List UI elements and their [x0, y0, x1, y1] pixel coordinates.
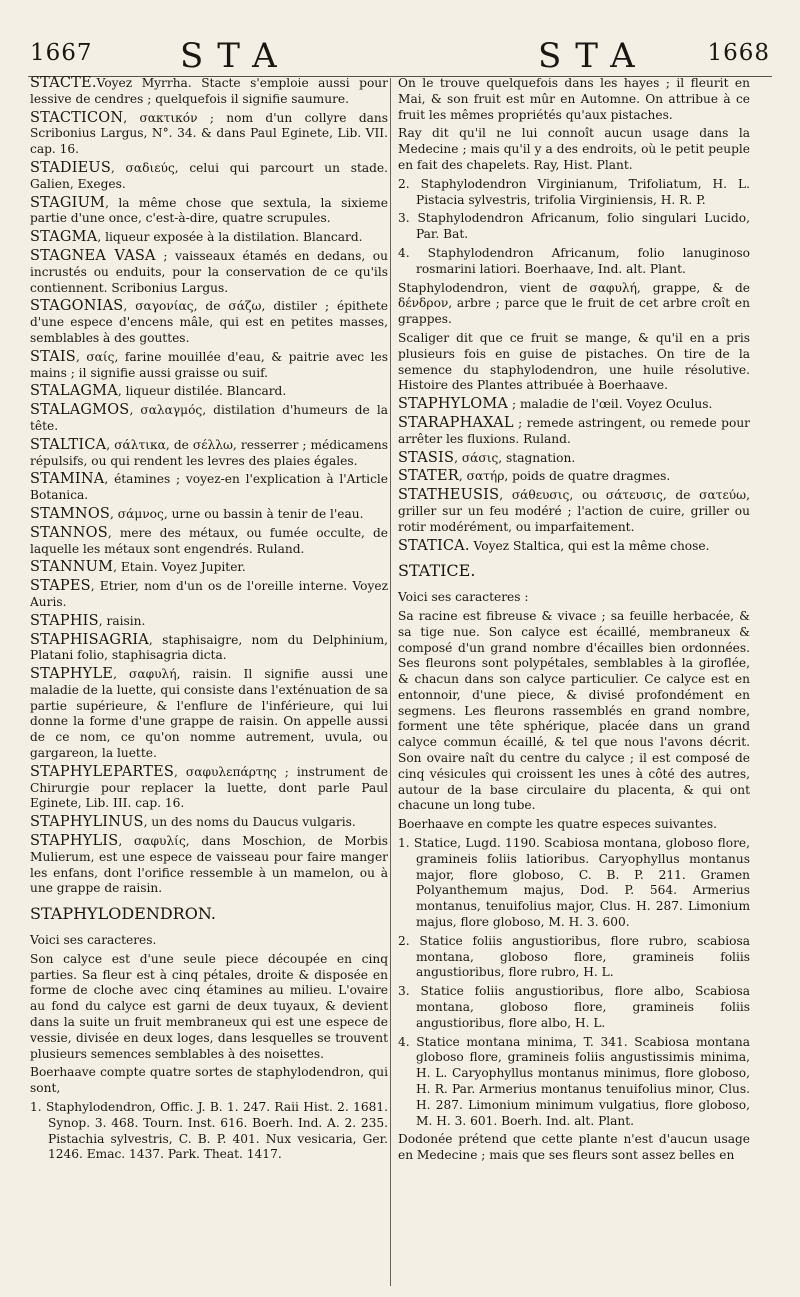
column-divider: [390, 78, 391, 1286]
headword: STAPHYLEPARTES: [30, 763, 175, 780]
entry: [30, 834, 388, 897]
entry-text: , σάμνος, urne ou bassin à tenir de l'eau.: [110, 506, 364, 521]
heading-text: STAPHYLODENDRON.: [30, 904, 216, 924]
list-text: 1. Staphylodendron, Offic. J. B. 1. 247. Raii Hist. 2. 1681. Synop. 3. 468. Tourn. Inst. 616. Boerh. Ind. A. 2. 235. Pistachia sylvestris, C. B. P. 401. Nux vesicaria, Ger. 1246. Emac. 1437. Park. Theat. 1417.: [30, 1100, 388, 1162]
entry: [30, 507, 388, 523]
headword: STALAGMOS: [30, 402, 130, 419]
entry-text: , σακτικόν ; nom d'un collyre dans Scribonius Largus, N°. 34. & dans Paul Eginete, Lib. VII. cap. 16.: [30, 110, 388, 157]
headword: STAPHIS: [30, 612, 99, 629]
entry-text: , σαίς, farine mouillée d'eau, & paitrie avec les mains ; il signifie aussi graisse ou suif.: [30, 349, 388, 380]
headword: STATICA.: [398, 537, 470, 554]
headword: STADIEUS: [30, 159, 111, 176]
entry-text: , raisin.: [98, 613, 146, 628]
entry-text: , un des noms du Daucus vulgaris.: [143, 815, 356, 830]
entry-text: Ray dit qu'il ne lui connoît aucun usage dans la Medecine ; mais qu'il y a des endroits, où le petit peuple en fait des chapelets. Ray, Hist. Plant.: [398, 126, 750, 172]
list-text: 3. Statice foliis angustioribus, flore albo, Scabiosa montana, globoso flore, gramineis foliis angustioribus, flore albo, H. L.: [398, 984, 750, 1030]
headword: STAMNOS: [30, 505, 111, 522]
entry: [30, 230, 388, 246]
headword: STALTICA: [30, 436, 107, 453]
entry-text: , étamines ; voyez-en l'explication à l'Article Botanica.: [30, 472, 388, 503]
entry-text: , σάλτικα, de σέλλω, resserrer ; médicamens répulsifs, ou qui rendent les levres des plaies égales.: [30, 437, 388, 468]
right-column: [398, 76, 750, 1164]
list-text: 4. Statice montana minima, T. 341. Scabiosa montana globoso flore, gramineis foliis angustissimis minima, H. L. Caryophyllus montanus minimus, flore globoso, H. R. Par. Armerius montanus tenuifolius minor, Clus. H. 287. Limonium minimum vulgatius, flore globoso, M. H. 3. 601. Boerh. Ind. alt. Plant.: [398, 1034, 750, 1128]
entry-text: Dodonée prétend que cette plante n'est d'aucun usage en Medecine ; mais que ses fleurs sont assez belles en: [398, 1132, 750, 1163]
headword: STAPHISAGRIA: [30, 631, 149, 648]
entry: [30, 815, 388, 831]
entry: [30, 350, 388, 382]
left-column: [30, 76, 388, 1163]
spacer: [30, 924, 388, 933]
entry-text: , liqueur distilée. Blancard.: [117, 384, 287, 399]
entry-text: Sa racine est fibreuse & vivace ; sa feuille herbacée, & sa tige nue. Son calyce est écaillé, membraneux & composé d'un grand nombre d'écailles bien ordonnées. Ses fleurons sont polypétales, semblables à la giroflée, & chacun dans son calyce particulier. Ce calyce est en entonnoir, d'une piece, & divisé profondément en segmens. Les fleurons rassemblés en grand nombre, forment une tête sphérique, placée dans un grand calyce commun écaillé, & tel que nous l'avons décrit. Son ovaire naît du centre du calyce ; il est composé de cinq vésicules qui croissent les unes à côté des autres, autour de la base circulaire du placenta, & qui ont chacune un long tube.: [398, 608, 750, 813]
entry: [30, 76, 388, 108]
entry-text: , σάθευσις, ou σάτευσις, de σατεύω, griller sur un feu modéré ; l'action de cuire, griller ou rotir modérément, ou imparfaitement.: [398, 488, 750, 534]
list-text: 3. Staphylodendron Africanum, folio singulari Lucido, Par. Bat.: [398, 211, 750, 242]
entry-text: Voyez Staltica, qui est la même chose.: [469, 538, 710, 553]
headword: STAPHYLIS: [30, 833, 119, 850]
list-item: [398, 246, 750, 278]
headword: STACTE.: [30, 75, 97, 91]
entry-text: , σαλαγμός, distilation d'humeurs de la tête.: [30, 403, 388, 433]
entry-text: , σατήρ, poids de quatre dragmes.: [458, 469, 671, 484]
entry: [30, 614, 388, 630]
entry-text: , la même chose que sextula, la sixieme partie d'une once, c'est-à-dire, quatre scrupules.: [30, 195, 388, 226]
entry: [30, 403, 388, 435]
entry-text: , σαφυλή, raisin. Il signifie aussi une maladie de la luette, qui consiste dans l'exténuation de sa partie supérieure, & l'enflure de l'inférieure, qui lui donne la forme d'une grappe de raisin. On appelle aussi de ce nom, ce qu'on nomme autrement, uvula, ou gargareon, la luette.: [30, 667, 388, 761]
entry-text: Boerhaave compte quatre sortes de staphylodendron, qui sont,: [30, 1065, 388, 1096]
entry: [30, 933, 388, 949]
headword: STAPES: [30, 578, 91, 595]
entry: [398, 590, 750, 606]
entry-text: , σαφυλίς, dans Moschion, de Morbis Mulierum, est une espece de vaisseau pour faire manger les enfans, dont l'orifice ressemble à un mamelon, ou à une grappe de raisin.: [30, 834, 388, 896]
entry: [398, 1132, 750, 1164]
running-title-left: STA: [180, 36, 291, 76]
entry: [398, 281, 750, 328]
entry-text: Voici ses caracteres :: [398, 590, 529, 605]
entry-text: Voici ses caracteres.: [30, 933, 157, 948]
entry: [30, 667, 388, 762]
entry-text: , Etrier, nom d'un os de l'oreille interne. Voyez Auris.: [30, 579, 388, 609]
list-item: [398, 211, 750, 243]
entry-text: , Etain. Voyez Jupiter.: [113, 560, 246, 575]
entry-text: , σαγονίας, de σάζω, distiler ; épithete d'une espece d'encens mâle, qui est en petites masses, semblables à des gouttes.: [30, 299, 388, 345]
section-heading: [398, 563, 750, 581]
headword: STANNUM: [30, 559, 114, 576]
entry-text: , σάσις, stagnation.: [454, 450, 576, 465]
headword: STATER: [398, 468, 459, 485]
entry-text: , σαφυλεπάρτης ; instrument de Chirurgie pour replacer la luette, dont parle Paul Eginete, Lib. III. cap. 16.: [30, 764, 388, 811]
entry-text: Voyez Myrrha. Stacte s'emploie aussi pour lessive de cendres ; quelquefois il signifie saumure.: [30, 76, 388, 106]
headword: STAPHYLINUS: [30, 814, 144, 831]
list-item: [398, 836, 750, 931]
entry: [30, 560, 388, 576]
list-item: [398, 177, 750, 209]
headword: STAPHYLE: [30, 666, 114, 683]
headword: STAIS: [30, 348, 76, 365]
list-text: 2. Staphylodendron Virginianum, Trifoliatum, H. L. Pistacia sylvestris, trifolia Virginiensis, H. R. P.: [398, 176, 750, 207]
entry: [398, 539, 750, 555]
entry: [398, 469, 750, 485]
headword: STAGIUM: [30, 194, 106, 211]
page-number-left: 1667: [30, 40, 93, 66]
entry: [398, 416, 750, 448]
headword: STAPHYLOMA: [398, 396, 509, 413]
entry: [30, 1065, 388, 1097]
entry: [398, 397, 750, 413]
entry: [30, 111, 388, 158]
entry: [30, 472, 388, 504]
entry: [398, 609, 750, 814]
heading-text: STATICE.: [398, 561, 476, 581]
entry-text: , mere des métaux, ou fumée occulte, de laquelle les métaux sont engendrés. Ruland.: [30, 525, 388, 556]
entry: [30, 384, 388, 400]
entry: [30, 161, 388, 193]
entry: [398, 817, 750, 833]
list-text: 2. Statice foliis angustioribus, flore rubro, scabiosa montana, globoso flore, gramineis foliis angustioribus, flore rubro, H. L.: [398, 933, 750, 980]
entry-text: , σαδιεύς, celui qui parcourt un stade. Galien, Exeges.: [30, 160, 388, 191]
entry-text: , staphisaigre, nom du Delphinium, Platani folio, staphisagria dicta.: [30, 632, 388, 663]
headword: STAGNEA VASA: [30, 247, 156, 264]
headword: STAGONIAS: [30, 298, 124, 315]
headword: STARAPHAXAL: [398, 414, 514, 431]
list-item: [398, 1035, 750, 1130]
entry: [30, 299, 388, 346]
entry: [398, 451, 750, 467]
entry: [398, 488, 750, 535]
entry-text: Scaliger dit que ce fruit se mange, & qu'il en a pris plusieurs fois en guise de pistaches. On tire de la semence du staphylodendron, une huile résolutive. Histoire des Plantes attribuée à Boerhaave.: [398, 330, 750, 393]
headword: STATHEUSIS: [398, 487, 500, 504]
list-item: [398, 984, 750, 1031]
entry: [30, 438, 388, 470]
list-item: [30, 1100, 388, 1163]
entry-text: On le trouve quelquefois dans les hayes ; il fleurit en Mai, & son fruit est mûr en Automne. On attribue à ce fruit les mêmes propriétés qu'aux pistaches.: [398, 76, 750, 122]
page-number-right: 1668: [707, 40, 770, 66]
headword: STAMINA: [30, 471, 105, 488]
section-heading: [30, 906, 388, 924]
entry-text: , liqueur exposée à la distilation. Blancard.: [97, 230, 363, 245]
headword: STASIS: [398, 449, 455, 466]
entry: [30, 633, 388, 665]
page-header: [30, 36, 770, 78]
headword: STALAGMA: [30, 383, 118, 400]
entry: [398, 126, 750, 173]
entry: [30, 526, 388, 558]
entry-text: ; vaisseaux étamés en dedans, ou incrustés ou enduits, pour la conservation de ce qu'ils contiennent. Scribonius Largus.: [30, 248, 388, 295]
spacer: [398, 581, 750, 590]
entry-text: Boerhaave en compte les quatre especes suivantes.: [398, 817, 717, 832]
entry-text: Staphylodendron, vient de σαφυλή, grappe, & de δένδρον, arbre ; parce que le fruit de cet arbre croît en grappes.: [398, 280, 750, 327]
entry: [398, 331, 750, 394]
entry: [30, 249, 388, 296]
list-text: 4. Staphylodendron Africanum, folio lanuginoso rosmarini latiori. Boerhaave, Ind. alt. Plant.: [398, 245, 750, 276]
entry: [30, 765, 388, 812]
running-title-right: STA: [538, 36, 649, 76]
headword: STAGMA: [30, 229, 98, 246]
entry-text: ; maladie de l'œil. Voyez Oculus.: [508, 397, 713, 412]
entry: [30, 952, 388, 1063]
entry-text: Son calyce est d'une seule piece découpée en cinq parties. Sa fleur est à cinq pétales, droite & disposée en forme de cloche avec cinq étamines au milieu. L'ovaire au fond du calyce est garni de deux tuyaux, & devient dans la suite un fruit membraneux qui est une espece de vessie, divisée en deux loges, dans lesquelles se trouvent plusieurs semences semblables à des noisettes.: [30, 951, 388, 1061]
entry-text: ; remede astringent, ou remede pour arrêter les fluxions. Ruland.: [398, 415, 750, 446]
entry: [30, 196, 388, 228]
list-item: [398, 934, 750, 981]
headword: STANNOS: [30, 524, 108, 541]
headword: STACTICON: [30, 109, 124, 126]
entry: [398, 76, 750, 123]
entry: [30, 579, 388, 611]
list-text: 1. Statice, Lugd. 1190. Scabiosa montana, globoso flore, gramineis foliis latioribus. Caryophyllus montanus major, flore globoso, C. B. P. 211. Gramen Polyanthemum majus, Dod. P. 564. Armerius montanus, tenuifolius major, Clus. H. 287. Limonium majus, flore globoso, M. H. 3. 600.: [398, 836, 750, 930]
